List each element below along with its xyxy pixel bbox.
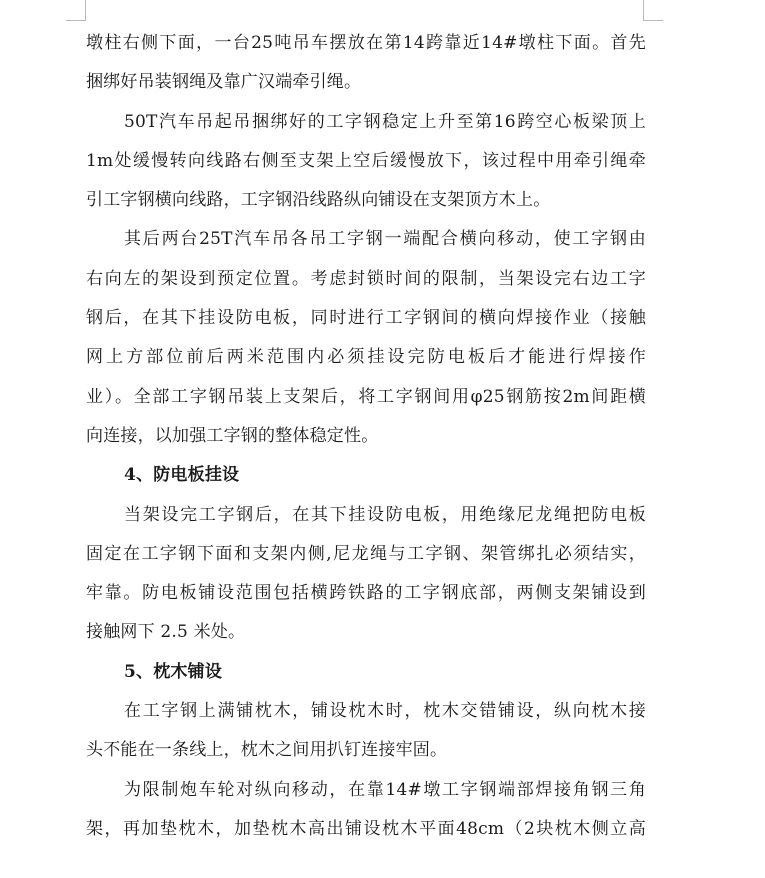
crop-mark-top-right [643, 0, 644, 20]
text-line: 固定在工字钢下面和支架内侧,尼龙绳与工字钢、架管绑扎必须结实， [86, 543, 646, 564]
text-line: 架，再加垫枕木，加垫枕木高出铺设枕木平面48cm（2块枕木侧立高 [86, 818, 646, 839]
section-heading: 4、防电板挂设 [124, 465, 240, 486]
crop-mark-top-left [85, 0, 86, 20]
crop-mark-top-right [643, 20, 663, 21]
text-line: 网上方部位前后两米范围内必须挂设完防电板后才能进行焊接作 [86, 347, 646, 368]
text-line: 墩柱右侧下面，一台25吨吊车摆放在第14跨靠近14#墩柱下面。首先 [86, 33, 646, 53]
text-line: 接触网下 2.5 米处。 [86, 622, 246, 643]
text-line: 牢靠。防电板铺设范围包括横跨铁路的工字钢底部，两侧支架铺设到 [86, 583, 646, 604]
text-line: 右向左的架设到预定位置。考虑封锁时间的限制，当架设完右边工字 [86, 268, 646, 289]
section-heading: 5、枕木铺设 [124, 661, 223, 682]
text-line: 业）。全部工字钢吊装上支架后，将工字钢间用φ25钢筋按2m间距横 [86, 386, 646, 407]
text-line: 在工字钢上满铺枕木，铺设枕木时，枕木交错铺设，纵向枕木接 [124, 701, 646, 722]
text-line: 钢后，在其下挂设防电板，同时进行工字钢间的横向焊接作业（接触 [86, 308, 646, 329]
text-line: 为限制炮车轮对纵向移动，在靠14#墩工字钢端部焊接角钢三角 [124, 779, 646, 800]
text-line: 头不能在一条线上，枕木之间用扒钉连接牢固。 [86, 740, 448, 761]
document-body [86, 24, 646, 849]
text-line: 捆绑好吊装钢绳及靠广汉端牵引绳。 [86, 72, 362, 93]
crop-mark-top-left [66, 20, 86, 21]
text-line: 1m处缓慢转向线路右侧至支架上空后缓慢放下，该过程中用牵引绳牵 [86, 150, 646, 171]
text-line: 当架设完工字钢后，在其下挂设防电板，用绝缘尼龙绳把防电板 [124, 504, 646, 525]
text-line: 其后两台25T汽车吊各吊工字钢一端配合横向移动，使工字钢由 [124, 229, 646, 250]
text-line: 引工字钢横向线路，工字钢沿线路纵向铺设在支架顶方木上。 [86, 190, 551, 211]
text-line: 向连接，以加强工字钢的整体稳定性。 [86, 425, 379, 446]
text-line: 50T汽车吊起吊捆绑好的工字钢稳定上升至第16跨空心板梁顶上 [124, 111, 646, 132]
